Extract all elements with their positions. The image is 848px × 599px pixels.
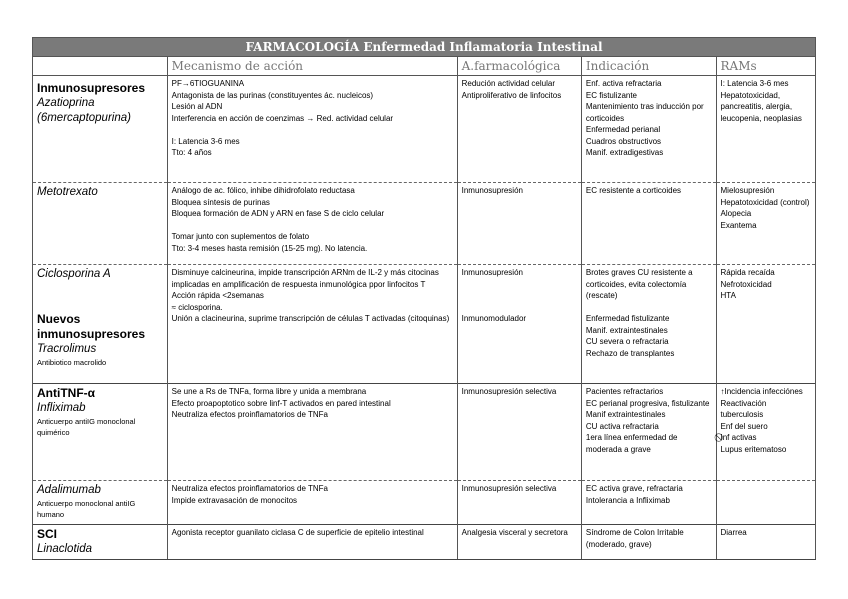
drug-cell [33,525,168,560]
action-cell: Analgesia visceral y secretora [457,525,581,560]
rams-cell: Mielosupresión Hepatotoxicidad (control) Alopecia Exantema [716,183,816,265]
drug-cell [33,384,168,481]
indication-cell: Brotes graves CU resistente a corticoides, evita colectomía (rescate) Enfermedad fistulizante Manif. extraintestinales CU severa o refractaria Rechazo de transplantes [581,265,716,384]
drug-cell [33,481,168,525]
table-row [33,525,816,560]
mechanism-cell: Neutraliza efectos proinflamatorios de TNFa Impide extravasación de monocitos [167,481,457,525]
action-cell: Inmunosupresión [457,183,581,265]
drug-cell [33,265,168,384]
indication-cell: EC activa grave, refractaria Intolerancia a Infliximab [581,481,716,525]
rams-cell [716,481,816,525]
drug-cell [33,183,168,265]
drug-name: Linaclotida [37,543,92,555]
mechanism-cell: Agonista receptor guanilato ciclasa C de superficie de epitelio intestinal [167,525,457,560]
mechanism-cell: Se une a Rs de TNFa, forma libre y unida a membrana Efecto proapoptotico sobre linf-T activados en pared intestinal Neutraliza efectos proinflamatorios de TNFa [167,384,457,481]
header-mechanism: Mecanismo de acción [167,57,457,76]
drug-name: Adalimumab [37,484,101,496]
table-row [33,265,816,384]
drug-cell [33,76,168,183]
group-title: AntiTNF-α [37,386,96,400]
rams-cell: ↑Incidencia infecciónes Reactivación tuberculosis Enf del suero ⃠Inf activas Lupus eritematoso [716,384,816,481]
mechanism-cell: Disminuye calcineurina, impide transcripción ARNm de IL-2 y más citocinas implicadas en amplificación de respuesta inmunológica ppor linfocitos T Acción rápida <2semanas ≈ ciclosporina. Unión a clacineurina, suprime transcripción de células T activadas (citoquinas) [167,265,457,384]
drug-name: Azatioprina (6mercaptopurina) [37,97,131,124]
rams-cell: Diarrea [716,525,816,560]
header-drug [33,57,168,76]
header-rams: RAMs [716,57,816,76]
rams-cell: Rápida recaída Nefrotoxicidad HTA [716,265,816,384]
drug-name: Metotrexato [37,186,98,198]
group-title: Nuevos inmunosupresores [37,312,146,341]
title-row [33,38,816,57]
indication-cell: Síndrome de Colon Irritable (moderado, grave) [581,525,716,560]
action-cell: Inmunosupresión selectiva [457,384,581,481]
rams-cell: I: Latencia 3-6 mes Hepatotoxicidad, pancreatitis, alergia, leucopenia, neoplasias [716,76,816,183]
header-action: A.farmacológica [457,57,581,76]
drug-note: Anticuerpo antiIG monoclonal quimérico [37,417,136,437]
table-row [33,183,816,265]
action-cell: Inmunosupresión Inmunomodulador [457,265,581,384]
drug-name: Ciclosporina A [37,268,111,280]
drug-note: Antibiotico macrolido [37,358,107,367]
pharmacology-table [32,37,816,560]
table-title: FARMACOLOGÍA Enfermedad Inflamatoria Intestinal [33,38,816,57]
drug-name: Infliximab [37,402,86,414]
table-row [33,76,816,183]
mechanism-cell: PF→6TIOGUANINA Antagonista de las purinas (constituyentes ác. nucleicos) Lesión al ADN Interferencia en acción de coenzimas → Red. actividad celular I: Latencia 3-6 mes Tto: 4 años [167,76,457,183]
mechanism-cell: Análogo de ac. fólico, inhibe dihidrofolato reductasa Bloquea síntesis de purinas Bloquea formación de ADN y ARN en fase S de ciclo celular Tomar junto con suplementos de folato Tto: 3-4 meses hasta remisión (15-25 mg). No latencia. [167,183,457,265]
table-row [33,481,816,525]
indication-cell: Pacientes refractarios EC perianal progresiva, fistulizante Manif extraintestinales CU activa refractaria 1era línea enfermedad de moderada a grave [581,384,716,481]
group-title: SCI [37,527,58,541]
table-row [33,384,816,481]
action-cell: Inmunosupresión selectiva [457,481,581,525]
group-title: Inmunosupresores [37,81,146,95]
header-row [33,57,816,76]
drug-name: Tracrolimus [37,343,97,355]
indication-cell: Enf. activa refractaria EC fistulizante Mantenimiento tras inducción por corticoides Enfermedad perianal Cuadros obstructivos Manif. extradigestivas [581,76,716,183]
action-cell: Redución actividad celular Antiproliferativo de linfocitos [457,76,581,183]
header-indication: Indicación [581,57,716,76]
drug-note: Anticuerpo monoclonal antiIG humano [37,499,136,519]
indication-cell: EC resistente a corticoides [581,183,716,265]
